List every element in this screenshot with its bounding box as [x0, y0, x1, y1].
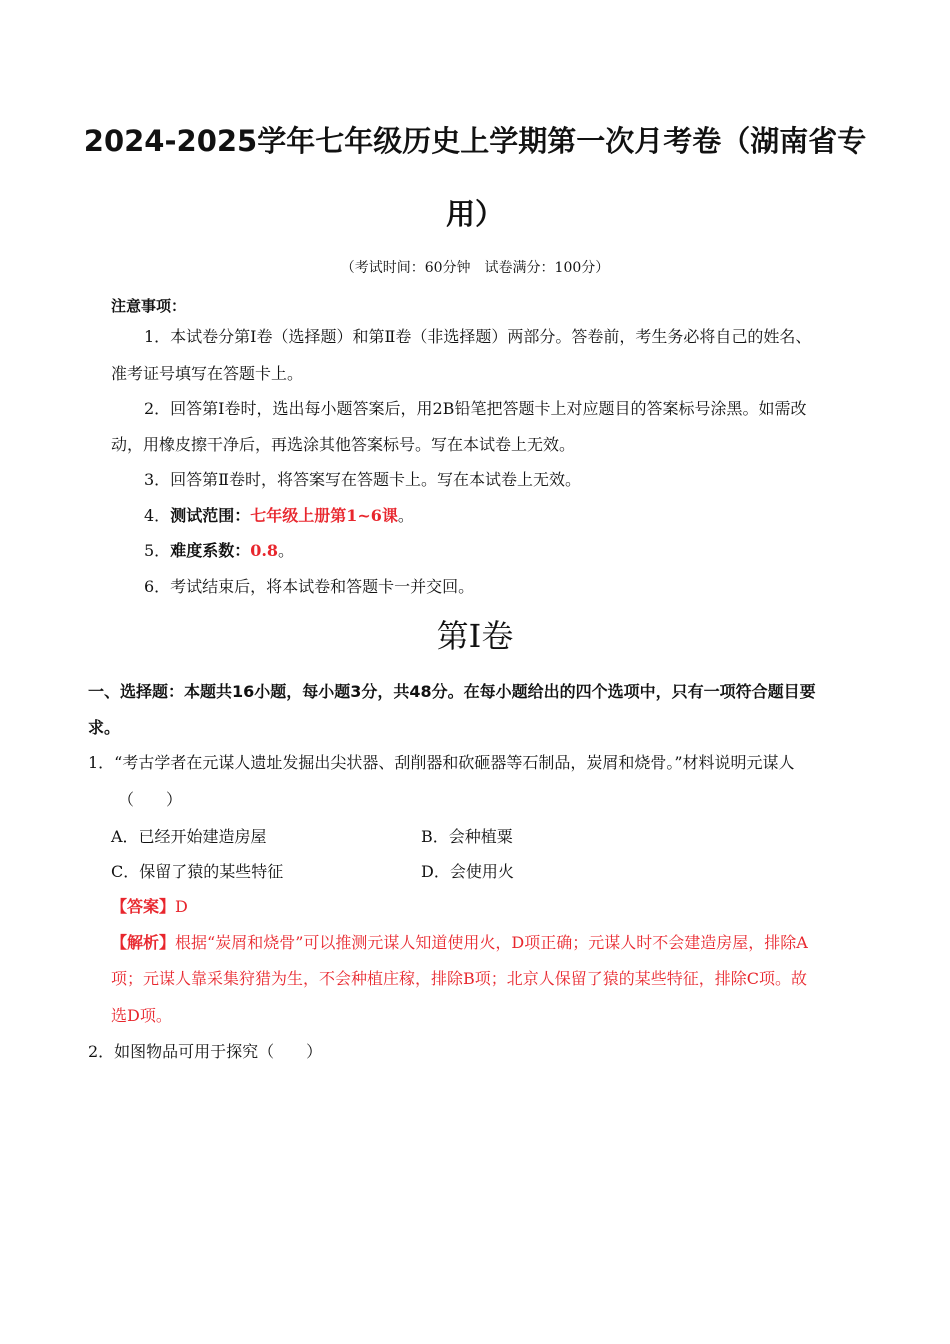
question-2-stem: 2．如图物品可用于探究（ ） [88, 1042, 323, 1061]
question-1-analysis-line2: 项；元谋人靠采集狩猎为生，不会种植庄稼，排除B项；北京人保留了猿的某些特征，排除C项。故 [111, 969, 808, 988]
page-title-line1: 2024-2025学年七年级历史上学期第一次月考卷（湖南省专 [83, 124, 867, 158]
test-scope-label: 测试范围： [170, 506, 251, 525]
section-1-heading-line2: 求。 [88, 718, 121, 737]
exam-time-info: （考试时间：60分钟 试卷满分：100分） [340, 260, 610, 276]
section-1-heading-line1: 一、选择题：本题共16小题，每小题3分，共48分。在每小题给出的四个选项中，只有一项符合题目要 [88, 682, 816, 701]
question-1-answer [111, 896, 188, 918]
notice-item-4 [144, 505, 414, 527]
notice-item-4-end: 。 [397, 506, 414, 525]
notice-item-5-end: 。 [278, 541, 295, 560]
notice-item-1-line2: 准考证号填写在答题卡上。 [111, 364, 304, 383]
notice-item-6: 6．考试结束后，将本试卷和答题卡一并交回。 [144, 577, 475, 596]
test-scope-value: 七年级上册第1~6课 [250, 506, 398, 525]
question-1-option-d: D．会使用火 [421, 862, 514, 881]
question-1-answer-paren: （ ） [118, 790, 183, 809]
analysis-text-line1: 根据“炭屑和烧骨”可以推测元谋人知道使用火，D项正确；元谋人时不会建造房屋，排除A [175, 933, 808, 952]
difficulty-label: 难度系数： [170, 541, 251, 560]
notice-item-5 [144, 540, 294, 562]
notice-item-1-line1: 1．本试卷分第Ⅰ卷（选择题）和第Ⅱ卷（非选择题）两部分。答卷前，考生务必将自己的姓名、 [144, 327, 812, 346]
question-1-analysis-line3: 选D项。 [111, 1006, 172, 1025]
notice-item-5-number: 5． [144, 541, 171, 560]
notice-heading: 注意事项： [111, 297, 187, 315]
difficulty-value: 0.8 [250, 541, 279, 560]
answer-label: 【答案】 [111, 897, 176, 916]
answer-value: D [175, 897, 188, 916]
notice-item-3: 3．回答第Ⅱ卷时，将答案写在答题卡上。写在本试卷上无效。 [144, 470, 582, 489]
page-title-line2: 用） [445, 197, 504, 231]
analysis-label: 【解析】 [111, 933, 176, 952]
notice-item-4-number: 4． [144, 506, 171, 525]
notice-item-2-line2: 动，用橡皮擦干净后，再选涂其他答案标号。写在本试卷上无效。 [111, 435, 576, 454]
question-1-option-a: A．已经开始建造房屋 [111, 827, 267, 846]
question-1-option-b: B．会种植粟 [421, 827, 513, 846]
question-1-stem: 1．“考古学者在元谋人遗址发掘出尖状器、刮削器和砍砸器等石制品，炭屑和烧骨。”材料说明元谋人 [88, 753, 795, 772]
notice-item-2-line1: 2．回答第Ⅰ卷时，选出每小题答案后，用2B铅笔把答题卡上对应题目的答案标号涂黑。如需改 [144, 399, 807, 418]
question-1-analysis-line1 [111, 932, 808, 954]
question-1-option-c: C．保留了猿的某些特征 [111, 862, 284, 881]
volume-title: 第Ⅰ卷 [436, 617, 514, 655]
